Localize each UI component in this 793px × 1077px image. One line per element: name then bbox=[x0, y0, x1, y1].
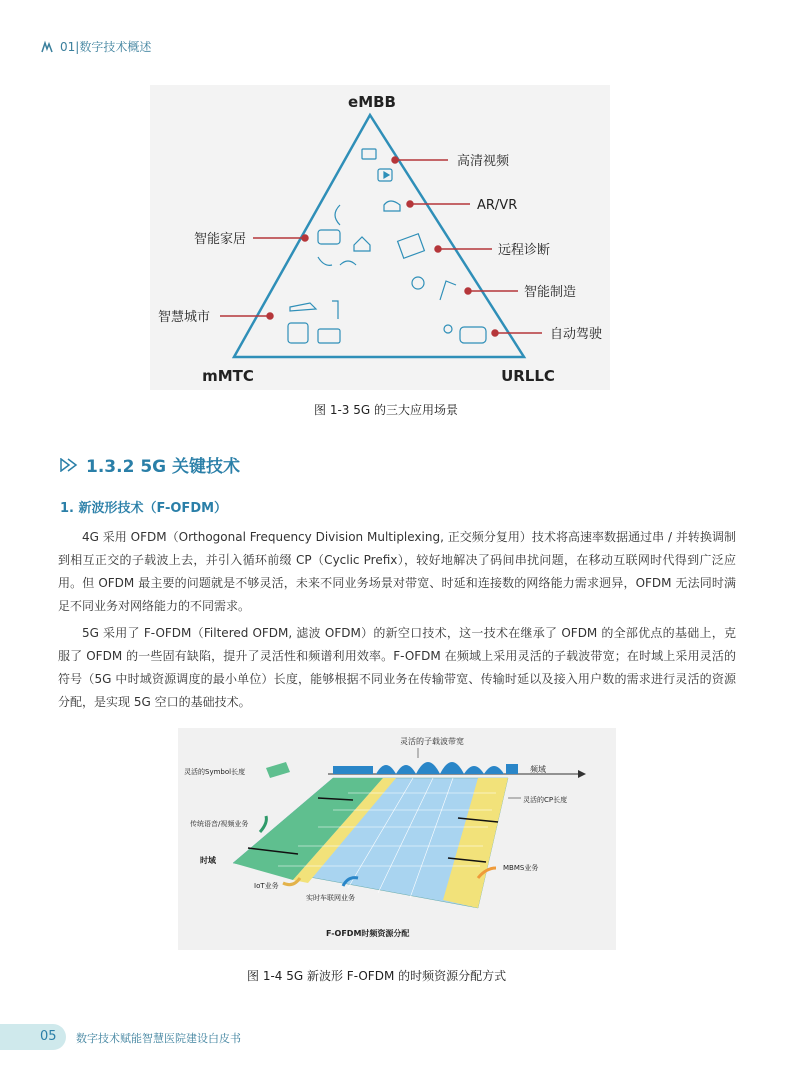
label-smart-home: 智能家居 bbox=[194, 232, 247, 247]
wifi-icon bbox=[340, 261, 356, 265]
chapter-title: 01|数字技术概述 bbox=[60, 40, 152, 54]
paragraph-2: 5G 采用了 F-OFDM（Filtered OFDM, 滤波 OFDM）的新空口技术，这一技术在继承了 OFDM 的全部优点的基础上，克服了 OFDM 的一些固有缺陷，提升了灵活性和频谱利用效率。F-OFDM 在频域上采用灵活的子载波带宽；在时域上采用灵活的符号（5G 中时域资源调度的最小单位）长度，能够根据不同业务在传输带宽、传输时延以及接入用户数的需求进行灵活的资源分配，是实现 5G 空口的基础技术。 bbox=[58, 626, 736, 709]
running-header bbox=[40, 38, 151, 55]
remote-screen-icon bbox=[398, 234, 425, 258]
section-title: 1.3.2 5G 关键技术 bbox=[86, 457, 241, 477]
label-iot: IoT业务 bbox=[254, 882, 279, 890]
label-mbms: MBMS业务 bbox=[503, 864, 539, 872]
vr-headset-icon bbox=[384, 201, 400, 211]
label-voice-video: 传统语音/视频业务 bbox=[190, 820, 249, 828]
page-number: 05 bbox=[40, 1029, 57, 1044]
phone-icon bbox=[318, 257, 332, 265]
car-outline-icon bbox=[290, 303, 316, 311]
footer-title: 数字技术赋能智慧医院建设白皮书 bbox=[76, 1032, 241, 1045]
train-icon bbox=[288, 323, 308, 343]
head-gear-icon bbox=[412, 277, 424, 289]
paragraph-1: 4G 采用 OFDM（Orthogonal Frequency Division Multiplexing, 正交频分复用）技术将高速率数据通过串 / 并转换调制到相互正交的子载波上去，并引入循环前缀 CP（Cyclic Prefix），较好地解决了码间串扰问题，在移动互联网时代得到广泛应用。但 OFDM 最主要的问题就是不够灵活，未来不同业务场景对带宽、时延和连接数的网络能力需求迥异，OFDM 无法同时满足不同业务对网络能力的不同需求。 bbox=[58, 530, 736, 613]
robot-arm-icon bbox=[440, 281, 456, 300]
scenario-triangle-diagram bbox=[150, 85, 610, 390]
label-smart-manufacturing: 智能制造 bbox=[524, 285, 577, 300]
scenario-triangle bbox=[234, 115, 524, 357]
vertex-embb: eMBB bbox=[348, 93, 396, 111]
label-smart-city: 智慧城市 bbox=[158, 310, 211, 325]
section-heading bbox=[60, 452, 240, 477]
symbol-block bbox=[266, 762, 290, 778]
car-icon bbox=[460, 327, 486, 343]
gear-icon bbox=[444, 325, 452, 333]
monitor-icon bbox=[362, 149, 376, 159]
label-ar-vr: AR/VR bbox=[477, 198, 518, 213]
label-hd-video: 高清视频 bbox=[457, 154, 510, 169]
truck-icon bbox=[318, 329, 340, 343]
figure1-caption: 图 1-3 5G 的三大应用场景 bbox=[314, 403, 458, 417]
street-lamp-icon bbox=[332, 301, 338, 319]
router-icon bbox=[318, 230, 340, 244]
label-remote-diagnosis: 远程诊断 bbox=[498, 243, 551, 258]
label-freq-domain: 频域 bbox=[530, 765, 546, 774]
label-cp-length: 灵活的CP长度 bbox=[523, 796, 568, 804]
label-autonomous-driving: 自动驾驶 bbox=[550, 327, 603, 342]
subcarrier-waves bbox=[333, 762, 518, 774]
fofdm-diagram bbox=[178, 728, 616, 950]
house-icon bbox=[354, 237, 370, 251]
figure2-caption: 图 1-4 5G 新波形 F-OFDM 的时频资源分配方式 bbox=[247, 969, 507, 983]
label-subcarrier: 灵活的子载波带宽 bbox=[400, 737, 464, 746]
label-v2x: 实时车联网业务 bbox=[306, 894, 355, 902]
label-symbol-length: 灵活的Symbol长度 bbox=[184, 768, 246, 776]
section-arrow-icon bbox=[60, 458, 78, 472]
vertex-urllc: URLLC bbox=[501, 367, 555, 385]
green-arrow-icon bbox=[260, 816, 266, 832]
figure-fofdm bbox=[178, 728, 616, 950]
chapter-logo-icon bbox=[40, 40, 54, 54]
vertex-mmtc: mMTC bbox=[202, 367, 254, 385]
label-time-domain: 时域 bbox=[200, 856, 216, 865]
subsection-title: 1. 新波形技术（F-OFDM） bbox=[60, 501, 228, 516]
fofdm-inner-caption: F-OFDM时频资源分配 bbox=[326, 929, 410, 938]
figure-5g-scenarios bbox=[150, 85, 610, 390]
wifi-signal-icon bbox=[335, 205, 340, 225]
